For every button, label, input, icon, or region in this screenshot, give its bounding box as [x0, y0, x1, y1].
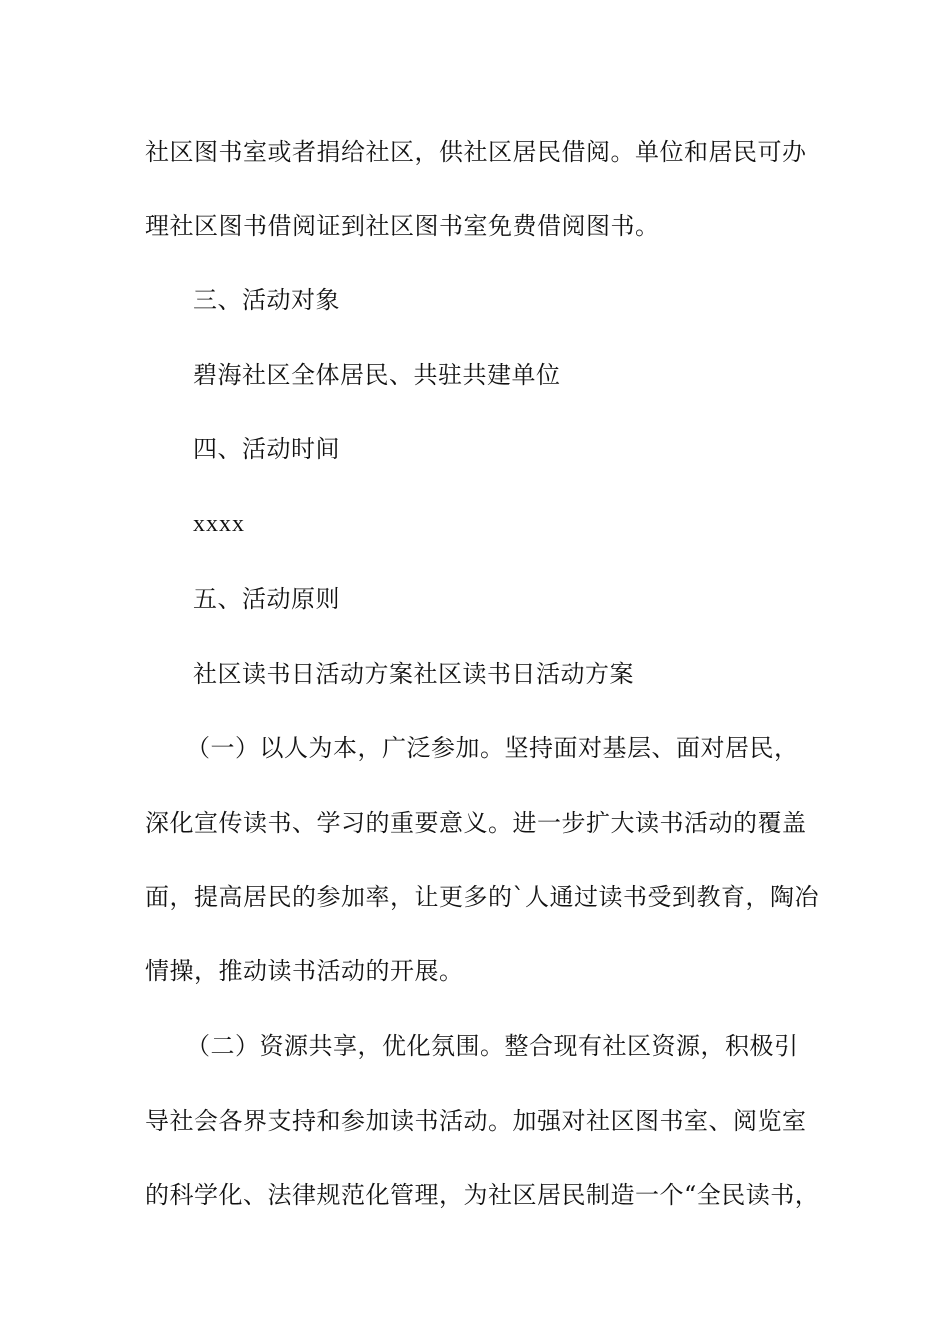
body-text-line: （二）资源共享，优化氛围。整合现有社区资源，积极引	[186, 1032, 799, 1060]
body-text-line: xxxx	[193, 511, 245, 537]
body-text-line: 面，提高居民的参加率，让更多的`人通过读书受到教育，陶冶	[145, 883, 819, 911]
body-text-line: 情操，推动读书活动的开展。	[145, 957, 464, 985]
body-text-line: 导社会各界支持和参加读书活动。加强对社区图书室、阅览室	[145, 1107, 807, 1135]
body-text-line: 的科学化、法律规范化管理，为社区居民制造一个“全民读书，	[145, 1181, 820, 1209]
section-heading: 四、活动时间	[193, 435, 340, 463]
body-text-line: 社区图书室或者捐给社区，供社区居民借阅。单位和居民可办	[145, 138, 807, 166]
body-text-line: 深化宣传读书、学习的重要意义。进一步扩大读书活动的覆盖	[145, 809, 807, 837]
body-text-line: （一）以人为本，广泛参加。坚持面对基层、面对居民，	[186, 734, 799, 762]
section-heading: 五、活动原则	[193, 585, 340, 613]
body-text-line: 碧海社区全体居民、共驻共建单位	[193, 361, 561, 389]
body-text-line: 理社区图书借阅证到社区图书室免费借阅图书。	[145, 212, 660, 240]
section-heading: 三、活动对象	[193, 286, 340, 314]
body-text-line: 社区读书日活动方案社区读书日活动方案	[193, 660, 634, 688]
